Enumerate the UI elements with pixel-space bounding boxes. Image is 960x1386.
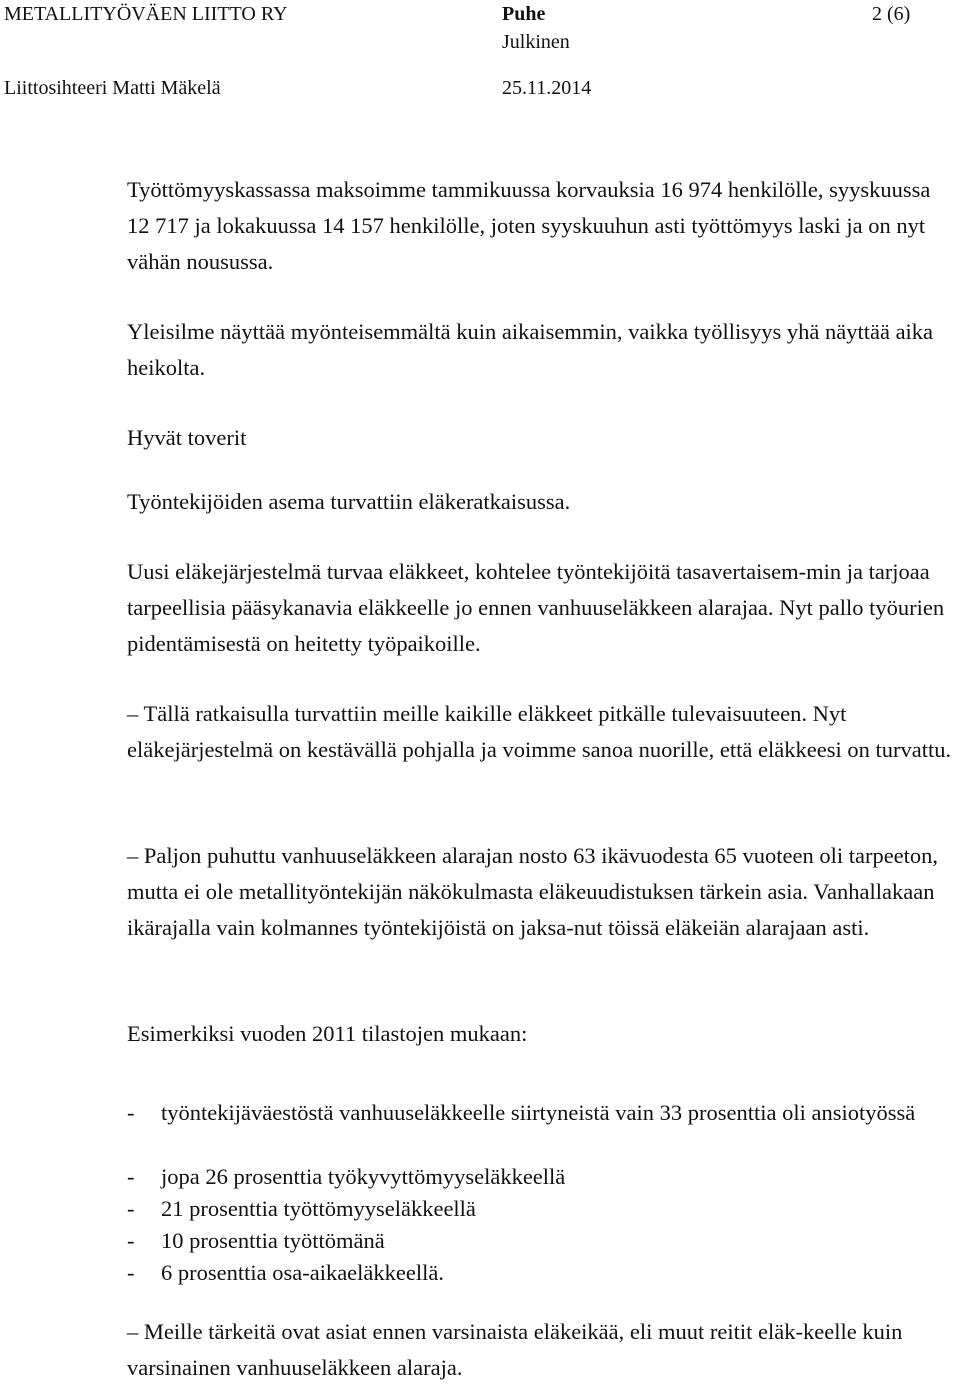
organization-name: METALLITYÖVÄEN LIITTO RY: [4, 3, 288, 25]
list-item-text: 21 prosenttia työttömyyseläkkeellä: [161, 1196, 476, 1221]
document-type: Puhe: [502, 3, 546, 25]
list-bullet: -: [127, 1164, 135, 1189]
list-bullet: -: [127, 1228, 135, 1253]
list-item: [127, 1097, 953, 1129]
quote-paragraph: [127, 838, 953, 946]
paragraph-text: Esimerkiksi vuoden 2011 tilastojen mukaan:: [127, 1021, 528, 1046]
list-item-text: jopa 26 prosenttia työkyvyttömyyseläkkeellä: [161, 1164, 566, 1189]
classification: Julkinen: [502, 31, 570, 53]
list-item: [127, 1225, 953, 1257]
list-intro: [127, 1016, 953, 1052]
paragraph: [127, 172, 953, 280]
salutation: [127, 420, 953, 456]
list-bullet: -: [127, 1260, 135, 1285]
page-number: 2 (6): [872, 3, 911, 25]
paragraph-text: Uusi eläkejärjestelmä turvaa eläkkeet, kohtelee työntekijöitä tasavertaisem-min ja tarjoaa tarpeellisia pääsykanavia eläkkeelle jo ennen vanhuuseläkkeen alarajaa. Nyt pallo työurien pidentämisestä on heitetty työpaikoille.: [127, 559, 945, 656]
quote-paragraph: [127, 696, 953, 768]
date: 25.11.2014: [502, 77, 592, 99]
list-item: [127, 1193, 953, 1225]
paragraph-text: Työttömyyskassassa maksoimme tammikuussa korvauksia 16 974 henkilölle, syyskuussa 12 717 ja lokakuussa 14 157 henkilölle, joten syyskuuhun asti työttömyys laski ja on nyt vähän nousussa.: [127, 177, 931, 274]
paragraph: [127, 554, 953, 662]
quote-paragraph: [127, 1314, 953, 1386]
list-item-text: 10 prosenttia työttömänä: [161, 1228, 385, 1253]
paragraph-text: – Meille tärkeitä ovat asiat ennen varsinaista eläkeikää, eli muut reitit eläk-keelle kuin varsinainen vanhuuseläkkeen alaraja.: [127, 1319, 903, 1380]
list-item: [127, 1257, 953, 1289]
paragraph-text: Hyvät toverit: [127, 425, 247, 450]
list-item: [127, 1161, 953, 1193]
list-bullet: -: [127, 1100, 135, 1125]
paragraph: [127, 484, 953, 520]
paragraph-text: Työntekijöiden asema turvattiin eläkeratkaisussa.: [127, 489, 571, 514]
author: Liittosihteeri Matti Mäkelä: [4, 77, 221, 99]
paragraph-text: – Tällä ratkaisulla turvattiin meille kaikille eläkkeet pitkälle tulevaisuuteen. Nyt eläkejärjestelmä on kestävällä pohjalla ja voimme sanoa nuorille, että eläkkeesi on turvattu.: [127, 701, 952, 762]
paragraph-text: – Paljon puhuttu vanhuuseläkkeen alarajan nosto 63 ikävuodesta 65 vuoteen oli tarpeeton, mutta ei ole metallityöntekijän näkökulmasta eläkeuudistuksen tärkein asia. Vanhallakaan ikärajalla vain kolmannes työntekijöistä on jaksa-nut töissä eläkeiän alarajaan asti.: [127, 843, 939, 940]
list-item-text: 6 prosenttia osa-aikaeläkkeellä.: [161, 1260, 444, 1285]
paragraph: [127, 314, 953, 386]
paragraph-text: Yleisilme näyttää myönteisemmältä kuin aikaisemmin, vaikka työllisyys yhä näyttää aika heikolta.: [127, 319, 934, 380]
list-item-text: työntekijäväestöstä vanhuuseläkkeelle siirtyneistä vain 33 prosenttia oli ansiotyössä: [161, 1100, 916, 1125]
list-bullet: -: [127, 1196, 135, 1221]
